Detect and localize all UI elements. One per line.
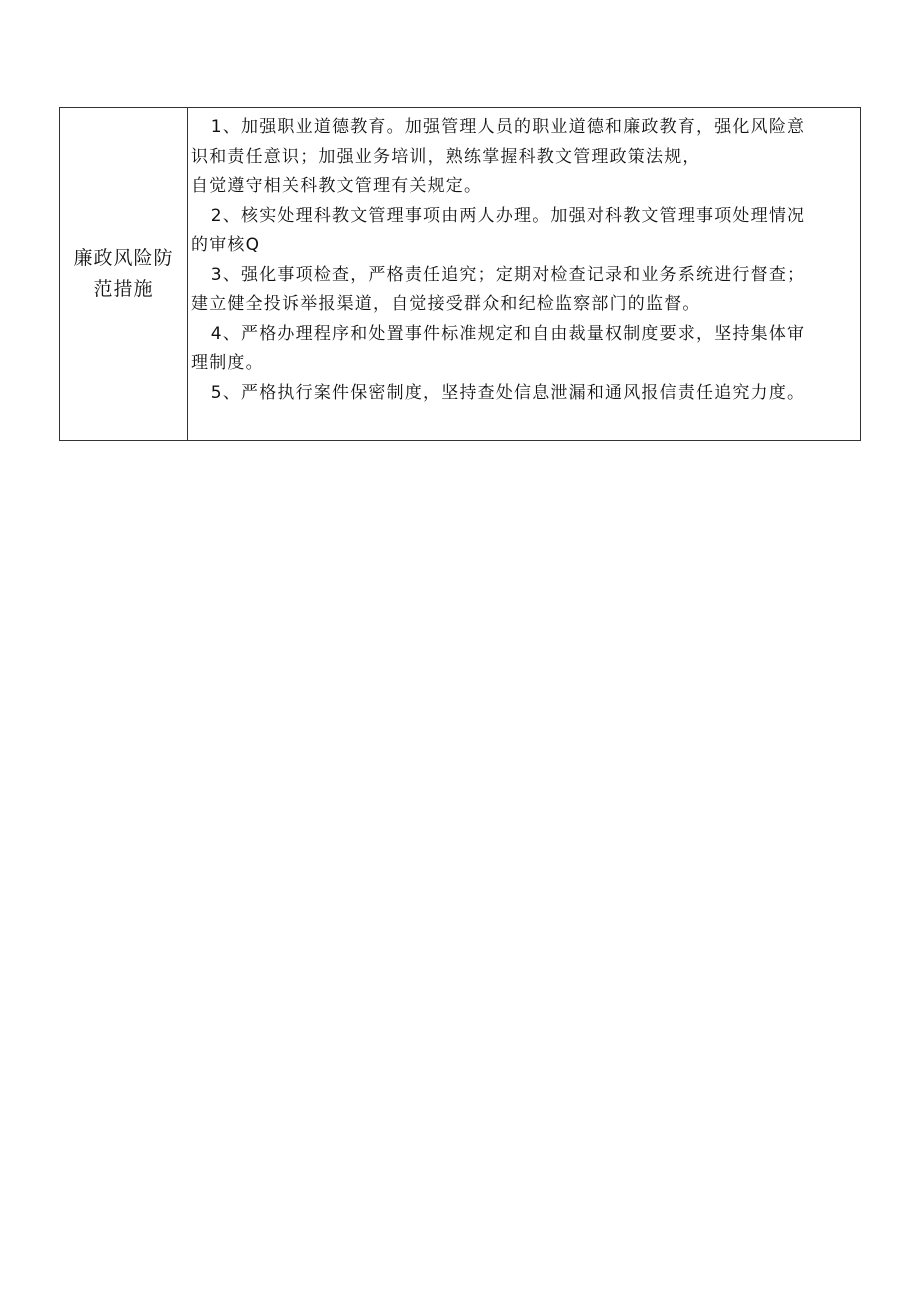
measure-line: 的审核Q — [191, 235, 261, 255]
measure-line: 1、加强职业道德教育。加强管理人员的职业道德和廉政教育，强化风险意 — [191, 117, 806, 137]
label-cell — [60, 108, 188, 441]
measure-line: 3、强化事项检查，严格责任追究；定期对检查记录和业务系统进行督查； — [191, 264, 806, 285]
measure-line: 理制度。 — [191, 353, 264, 373]
label-line-2: 范措施 — [93, 278, 154, 300]
measure-line: 4、严格办理程序和处置事件标准规定和自由裁量权制度要求，坚持集体审 — [191, 323, 806, 344]
measure-line: 自觉遵守相关科教文管理有关规定。 — [191, 176, 483, 196]
measure-line: 建立健全投诉举报渠道，自觉接受群众和纪检监察部门的监督。 — [191, 294, 701, 314]
measure-line: 识和责任意识；加强业务培训，熟练掌握科教文管理政策法规， — [191, 146, 701, 167]
table-row — [60, 108, 861, 441]
measure-line: 5、严格执行案件保密制度，坚持查处信息泄漏和通风报信责任追究力度。 — [191, 382, 806, 403]
risk-prevention-table — [59, 107, 861, 441]
label-line-1: 廉政风险防 — [73, 247, 174, 269]
measures-cell — [188, 108, 861, 441]
measure-line: 2、核实处理科教文管理事项由两人办理。加强对科教文管理事项处理情况 — [191, 205, 806, 226]
